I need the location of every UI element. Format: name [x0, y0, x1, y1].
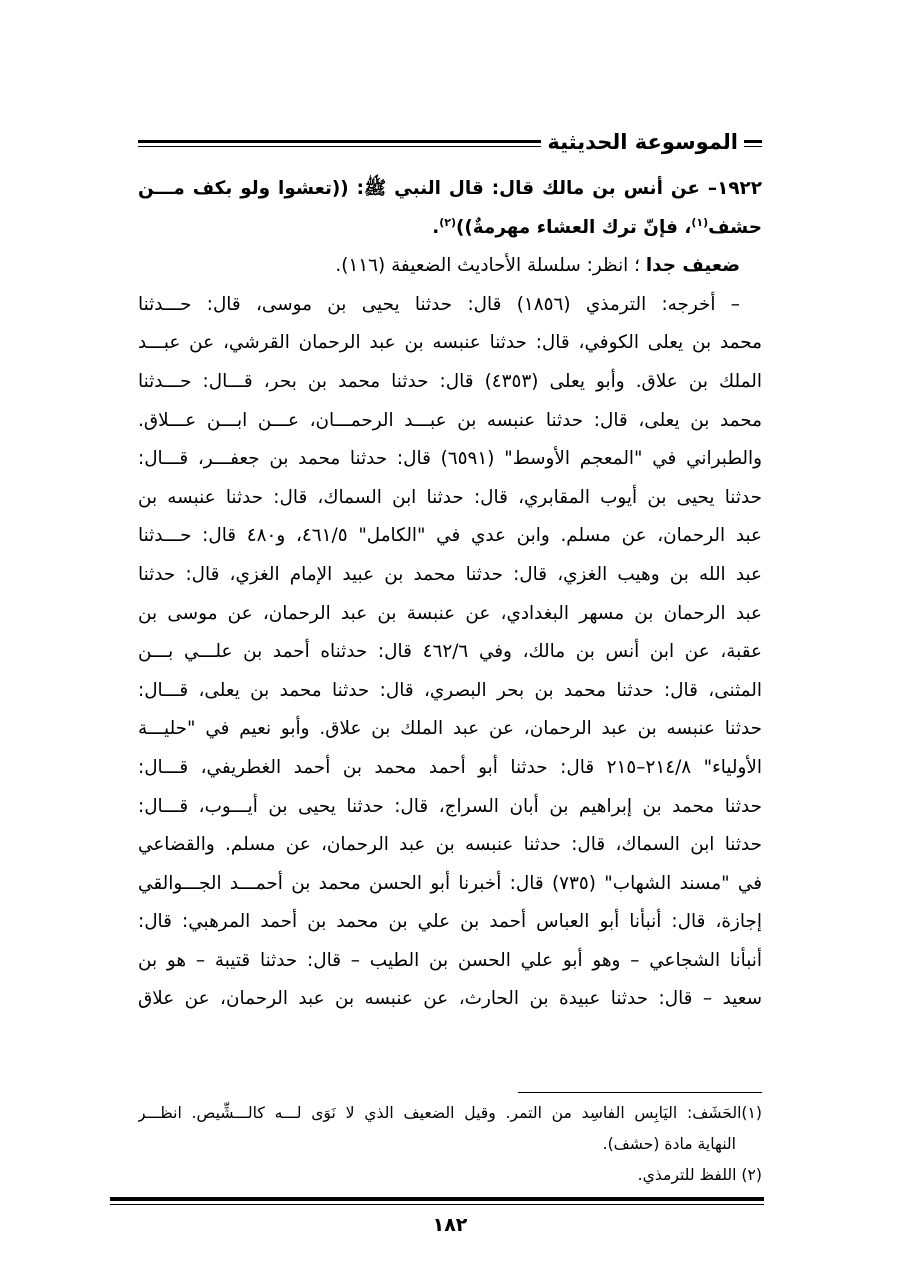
takhrij-line: أنبأنا الشجاعي – وهو أبو علي الحسن بن الطيب – قال: حدثنا قتيبة – هو بن	[138, 949, 762, 971]
footnotes	[138, 1098, 762, 1191]
footnote-1-line-2: النهاية مادة (حشف).	[602, 1135, 736, 1153]
takhrij-line: – أخرجه: الترمذي (١٨٥٦) قال: حدثنا يحيى بن موسى، قال: حـــدثنا	[138, 293, 741, 315]
takhrij-line: محمد بن يعلى الكوفي، قال: حدثنا عنبسه بن عبد الرحمان القرشي، عن عبـــد	[138, 332, 762, 354]
page-number: ١٨٢	[432, 1214, 468, 1236]
takhrij-line: المثنى، قال: حدثنا محمد بن بحر البصري، قال: حدثنا محمد بن يعلى، قـــال:	[138, 679, 762, 701]
footnote-2: (٢) اللفظ للترمذي.	[637, 1166, 762, 1184]
takhrij-line: عبد الرحمان، عن مسلم. وابن عدي في "الكامل" ٤٦١/٥، و٤٨٠ قال: حـــدثنا	[138, 525, 762, 547]
takhrij-line: حدثنا ابن السماك، قال: حدثنا عنبسه بن عبد الرحمان، عن مسلم. والقضاعي	[138, 834, 762, 856]
hadith-grade	[138, 247, 762, 286]
takhrij-line: عبد الرحمان بن مسهر البغدادي، عن عنبسة بن عبد الرحمان، عن موسى بن	[138, 602, 762, 624]
takhrij-line: عقبة، عن ابن أنس بن مالك، وفي ٤٦٢/٦ قال: حدثناه أحمد بن علـــي بـــن	[138, 641, 762, 663]
takhrij-line: حدثنا عنبسه بن عبد الرحمان، عن عبد الملك بن علاق. وأبو نعيم في "حليـــة	[138, 718, 762, 740]
hadith-period: .	[432, 216, 440, 238]
grade-label: ضعيف جدا	[645, 255, 740, 277]
hadith-text-line-1: ١٩٢٢– عن أنس بن مالك قال: قال النبي ﷺ: ((تعشوا ولو بكف مـــن	[138, 178, 762, 199]
header-rule-left	[138, 140, 542, 147]
footnote-ref-1: (١)	[691, 215, 709, 229]
takhrij-line: محمد بن يعلى، قال: حدثنا عنبسه بن عبـــد الرحمـــان، عـــن ابـــن عـــلاق.	[138, 409, 762, 431]
header-title: الموسوعة الحديثية	[541, 128, 744, 156]
takhrij-line: إجازة، قال: أنبأنا أبو العباس أحمد بن علي بن محمد بن أحمد المرهبي: قال:	[138, 911, 762, 933]
hadith-text-line-2	[138, 209, 762, 248]
running-header	[138, 128, 762, 158]
footnote-ref-2: (٢)	[439, 215, 456, 229]
footer-rule	[110, 1197, 764, 1205]
page-body	[138, 170, 762, 1019]
takhrij-line: في "مسند الشهاب" (٧٣٥) قال: أخبرنا أبو الحسن محمد بن أحمـــد الجـــوالقي	[138, 872, 762, 894]
takhrij-line: الملك بن علاق. وأبو يعلى (٤٣٥٣) قال: حدثنا محمد بن بحر، قـــال: حـــدثنا	[138, 370, 762, 392]
hadith-text-end: ، فإنّ ترك العشاء مهرمةٌ))	[455, 216, 692, 238]
takhrij-line: الأولياء" ٢١٤/٨–٢١٥ قال: حدثنا أبو أحمد محمد بن أحمد الغطريفي، قـــال:	[138, 756, 762, 778]
takhrij-line: حدثنا يحيى بن أيوب المقابري، قال: حدثنا ابن السماك، قال: حدثنا عنبسه بن	[138, 486, 762, 508]
takhrij-line: سعيد – قال: حدثنا عبيدة بن الحارث، عن عنبسه بن عبد الرحمان، عن علاق	[138, 988, 762, 1010]
takhrij-line: حدثنا محمد بن إبراهيم بن أبان السراج، قال: حدثنا يحيى بن أيـــوب، قـــال:	[138, 795, 762, 817]
takhrij-line: عبد الله بن وهيب الغزي، قال: حدثنا محمد بن عبيد الإمام الغزي، قال: حدثنا	[138, 563, 762, 585]
footnote-1-line-1: (١)الحَشَف: اليَابِس الفاسِد من التمر. وقيل الضعيف الذي لا نَوَى لـــه كالـــشِّيص. انظـــر	[138, 1104, 762, 1122]
footnote-separator	[518, 1092, 762, 1093]
hadith-word-hashaf: حشف	[708, 216, 762, 238]
grade-reference: ؛ انظر: سلسلة الأحاديث الضعيفة (١١٦).	[335, 255, 646, 277]
takhrij-line: والطبراني في "المعجم الأوسط" (٦٥٩١) قال: حدثنا محمد بن جعفـــر، قـــال:	[138, 448, 762, 470]
